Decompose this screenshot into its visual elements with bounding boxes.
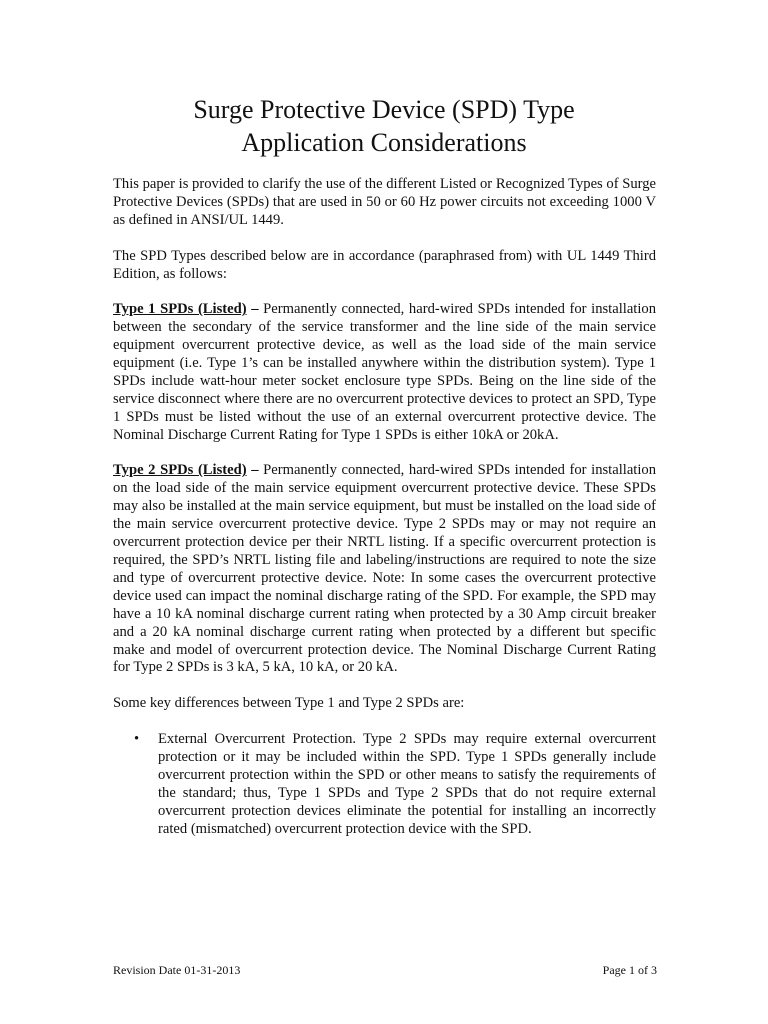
document-title [0,93,768,159]
type1-dash: – [251,301,259,318]
revision-date: Revision Date 01-31-2013 [113,963,241,977]
type2-paragraph [113,462,656,677]
type1-text: Permanently connected, hard-wired SPDs intended for installation between the secondary of the service transformer and the line side of the main service equipment overcurrent protective device, as well as the load side of the main service equipment (i.e. Type 1’s can be installed anywhere within the distribution system). Type 1 SPDs include watt-hour meter socket enclosure type SPDs. Being on the line side of the service disconnect where there are no overcurrent protective devices to protect an SPD, Type 1 SPDs must be listed without the use of an external overcurrent protective device. The Nominal Discharge Current Rating for Type 1 SPDs is either 10kA or 20kA. [113,301,656,443]
list-item [113,731,656,838]
bullet-icon: • [134,731,140,748]
types-intro-paragraph: The SPD Types described below are in accordance (paraphrased from) with UL 1449 Third Edition, as follows: [113,247,656,282]
differences-intro-paragraph: Some key differences between Type 1 and Type 2 SPDs are: [113,695,465,712]
type2-heading: Type 2 SPDs (Listed) [113,462,247,479]
type2-dash: – [251,462,259,479]
title-line-2: Application Considerations [241,128,527,157]
list-item-text: External Overcurrent Protection. Type 2 SPDs may require external overcurrent protection or it may be included within the SPD. Type 1 SPDs generally include overcurrent protection within the SPD or other means to satisfy the requirements of the standard; thus, Type 1 SPDs and Type 2 SPDs that do not require external overcurrent protection devices eliminate the potential for installing an incorrectly rated (mismatched) overcurrent protection device with the SPD. [158,731,656,837]
page-number: Page 1 of 3 [602,963,657,977]
type1-paragraph [113,301,656,444]
type1-heading: Type 1 SPDs (Listed) [113,301,247,318]
document-body [113,176,656,838]
differences-list [113,731,656,838]
intro-paragraph: This paper is provided to clarify the use of the different Listed or Recognized Types of Surge Protective Devices (SPDs) that are used in 50 or 60 Hz power circuits not exceeding 1000 V as defined in ANSI/UL 1449. [113,176,656,228]
type2-text: Permanently connected, hard-wired SPDs intended for installation on the load side of the main service equipment overcurrent protective device. These SPDs may also be installed at the main service equipment, but must be installed on the load side of the main service overcurrent protective device. Type 2 SPDs may or may not require an overcurrent protection device per their NRTL listing. If a specific overcurrent protection is required, the SPD’s NRTL listing file and labeling/instructions are required to note the size and type of overcurrent protective device. Note: In some cases the overcurrent protective device used can impact the nominal discharge rating of the SPD. For example, the SPD may have a 10 kA nominal discharge current rating when protected by a 30 Amp circuit breaker and a 20 kA nominal discharge current rating when protected by a different but specific make and model of overcurrent protection device. The Nominal Discharge Current Rating for Type 2 SPDs is 3 kA, 5 kA, 10 kA, or 20 kA. [113,462,656,676]
title-line-1: Surge Protective Device (SPD) Type [193,95,575,124]
